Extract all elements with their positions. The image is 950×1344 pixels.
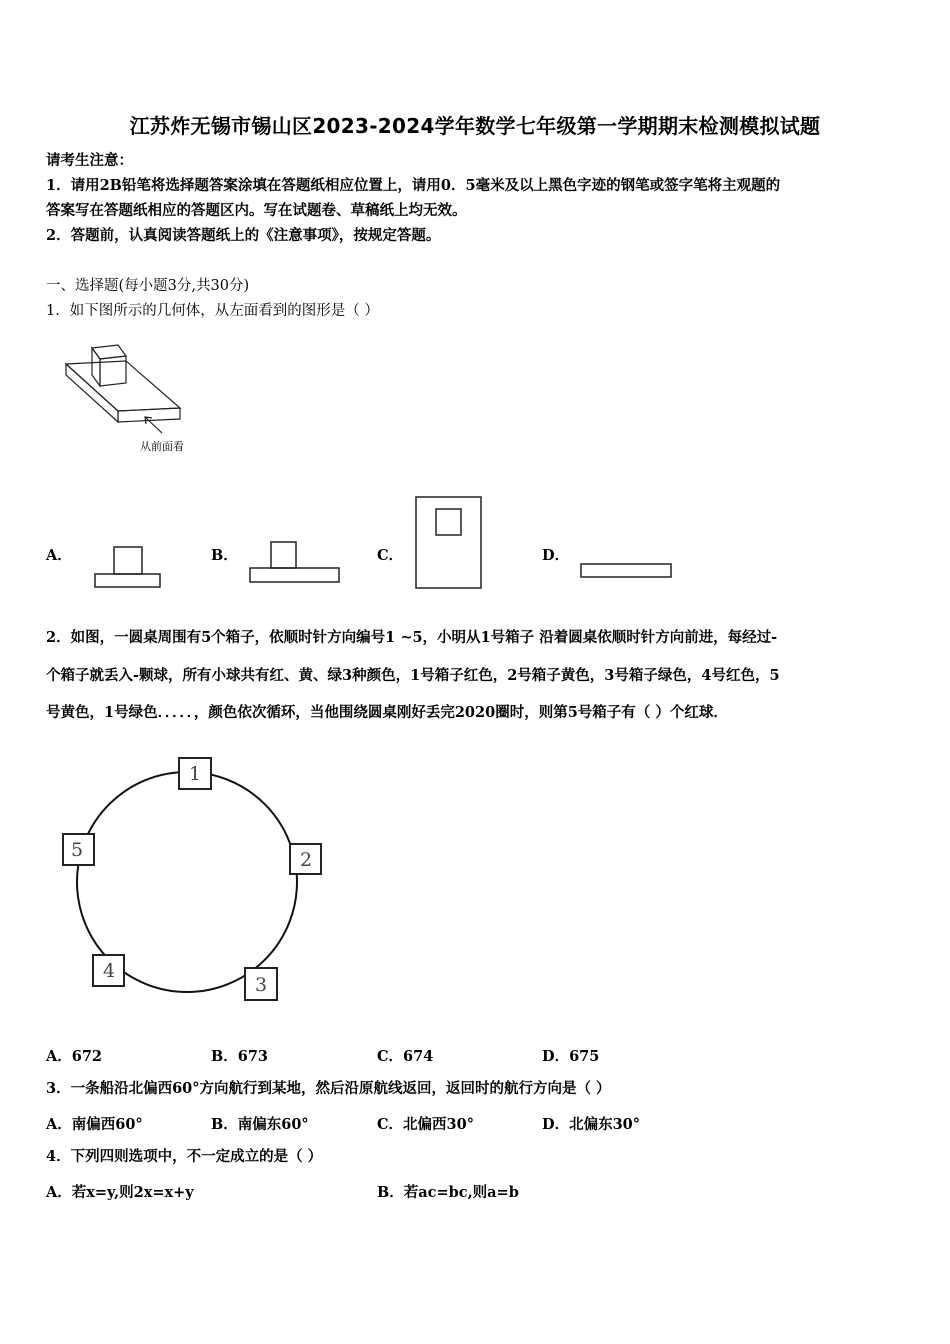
q1-solid-figure: [60, 340, 190, 455]
notice-item-1-line-2: 答案写在答题纸相应的答题区内。写在试题卷、草稿纸上均无效。: [46, 202, 467, 219]
question-2-line-3: 号黄色，1号绿色．．．．．，颜色依次循环，当他围绕圆桌刚好丢完2020圈时，则第5号箱子有（ ）个红球．: [46, 704, 728, 721]
q1-option-c-figure: [416, 497, 482, 589]
q4-option-a[interactable]: A．若x=y,则2x=x+y: [46, 1184, 194, 1201]
notice-item-2: 2．答题前，认真阅读答题纸上的《注意事项》，按规定答题。: [46, 227, 441, 244]
section-1-heading: 一、选择题(每小题3分,共30分): [46, 278, 250, 294]
q4-option-b[interactable]: B．若ac=bc,则a=b: [377, 1184, 519, 1201]
q3-option-d[interactable]: D．北偏东30°: [542, 1116, 641, 1133]
q1-option-b-figure: [250, 542, 340, 584]
q1-option-d-label[interactable]: D．: [542, 547, 570, 564]
q3-option-a[interactable]: A．南偏西60°: [46, 1116, 143, 1133]
box-3-number: 3: [254, 974, 268, 996]
question-3-stem: 3．一条船沿北偏西60°方向航行到某地，然后沿原航线返回，返回时的航行方向是（ ）: [46, 1080, 611, 1097]
question-2-line-1: 2．如图，一圆桌周围有5个箱子，依顺时针方向编号1 ~5，小明从1号箱子 沿着圆桌依顺时针方向前进，每经过-: [46, 629, 778, 646]
q1-figure-caption: 从前面看: [140, 440, 184, 453]
q1-option-d-figure: [581, 564, 673, 580]
q2-option-d[interactable]: D．675: [542, 1048, 600, 1065]
q2-round-table-figure: [55, 750, 335, 1010]
q2-option-b[interactable]: B．673: [211, 1048, 269, 1065]
q1-option-a-figure: [95, 547, 161, 589]
notice-heading: 请考生注意：: [46, 152, 133, 169]
box-5-number: 5: [70, 839, 84, 861]
q1-option-b-label[interactable]: B．: [211, 547, 238, 564]
box-2-number: 2: [299, 849, 313, 871]
q2-option-c[interactable]: C．674: [377, 1048, 434, 1065]
q2-option-a[interactable]: A．672: [46, 1048, 103, 1065]
box-4-number: 4: [102, 960, 116, 982]
notice-item-1-line-1: 1．请用2B铅笔将选择题答案涂填在答题纸相应位置上，请用0．5毫米及以上黑色字迹的钢笔或签字笔将主观题的: [46, 177, 781, 194]
question-4-stem: 4．下列四则选项中，不一定成立的是（ ）: [46, 1148, 323, 1165]
q1-option-a-label[interactable]: A．: [46, 547, 72, 564]
q1-option-c-label[interactable]: C．: [377, 547, 404, 564]
page-title: 江苏炸无锡市锡山区2023-2024学年数学七年级第一学期期末检测模拟试题: [129, 114, 821, 138]
question-2-line-2: 个箱子就丢入-颗球，所有小球共有红、黄、绿3种颜色，1号箱子红色，2号箱子黄色，3号箱子绿色，4号红色，5: [46, 667, 780, 684]
box-1-number: 1: [188, 763, 202, 785]
q3-option-c[interactable]: C．北偏西30°: [377, 1116, 474, 1133]
question-1-stem: 1．如下图所示的几何体，从左面看到的图形是（ ）: [46, 303, 379, 319]
q3-option-b[interactable]: B．南偏东60°: [211, 1116, 309, 1133]
